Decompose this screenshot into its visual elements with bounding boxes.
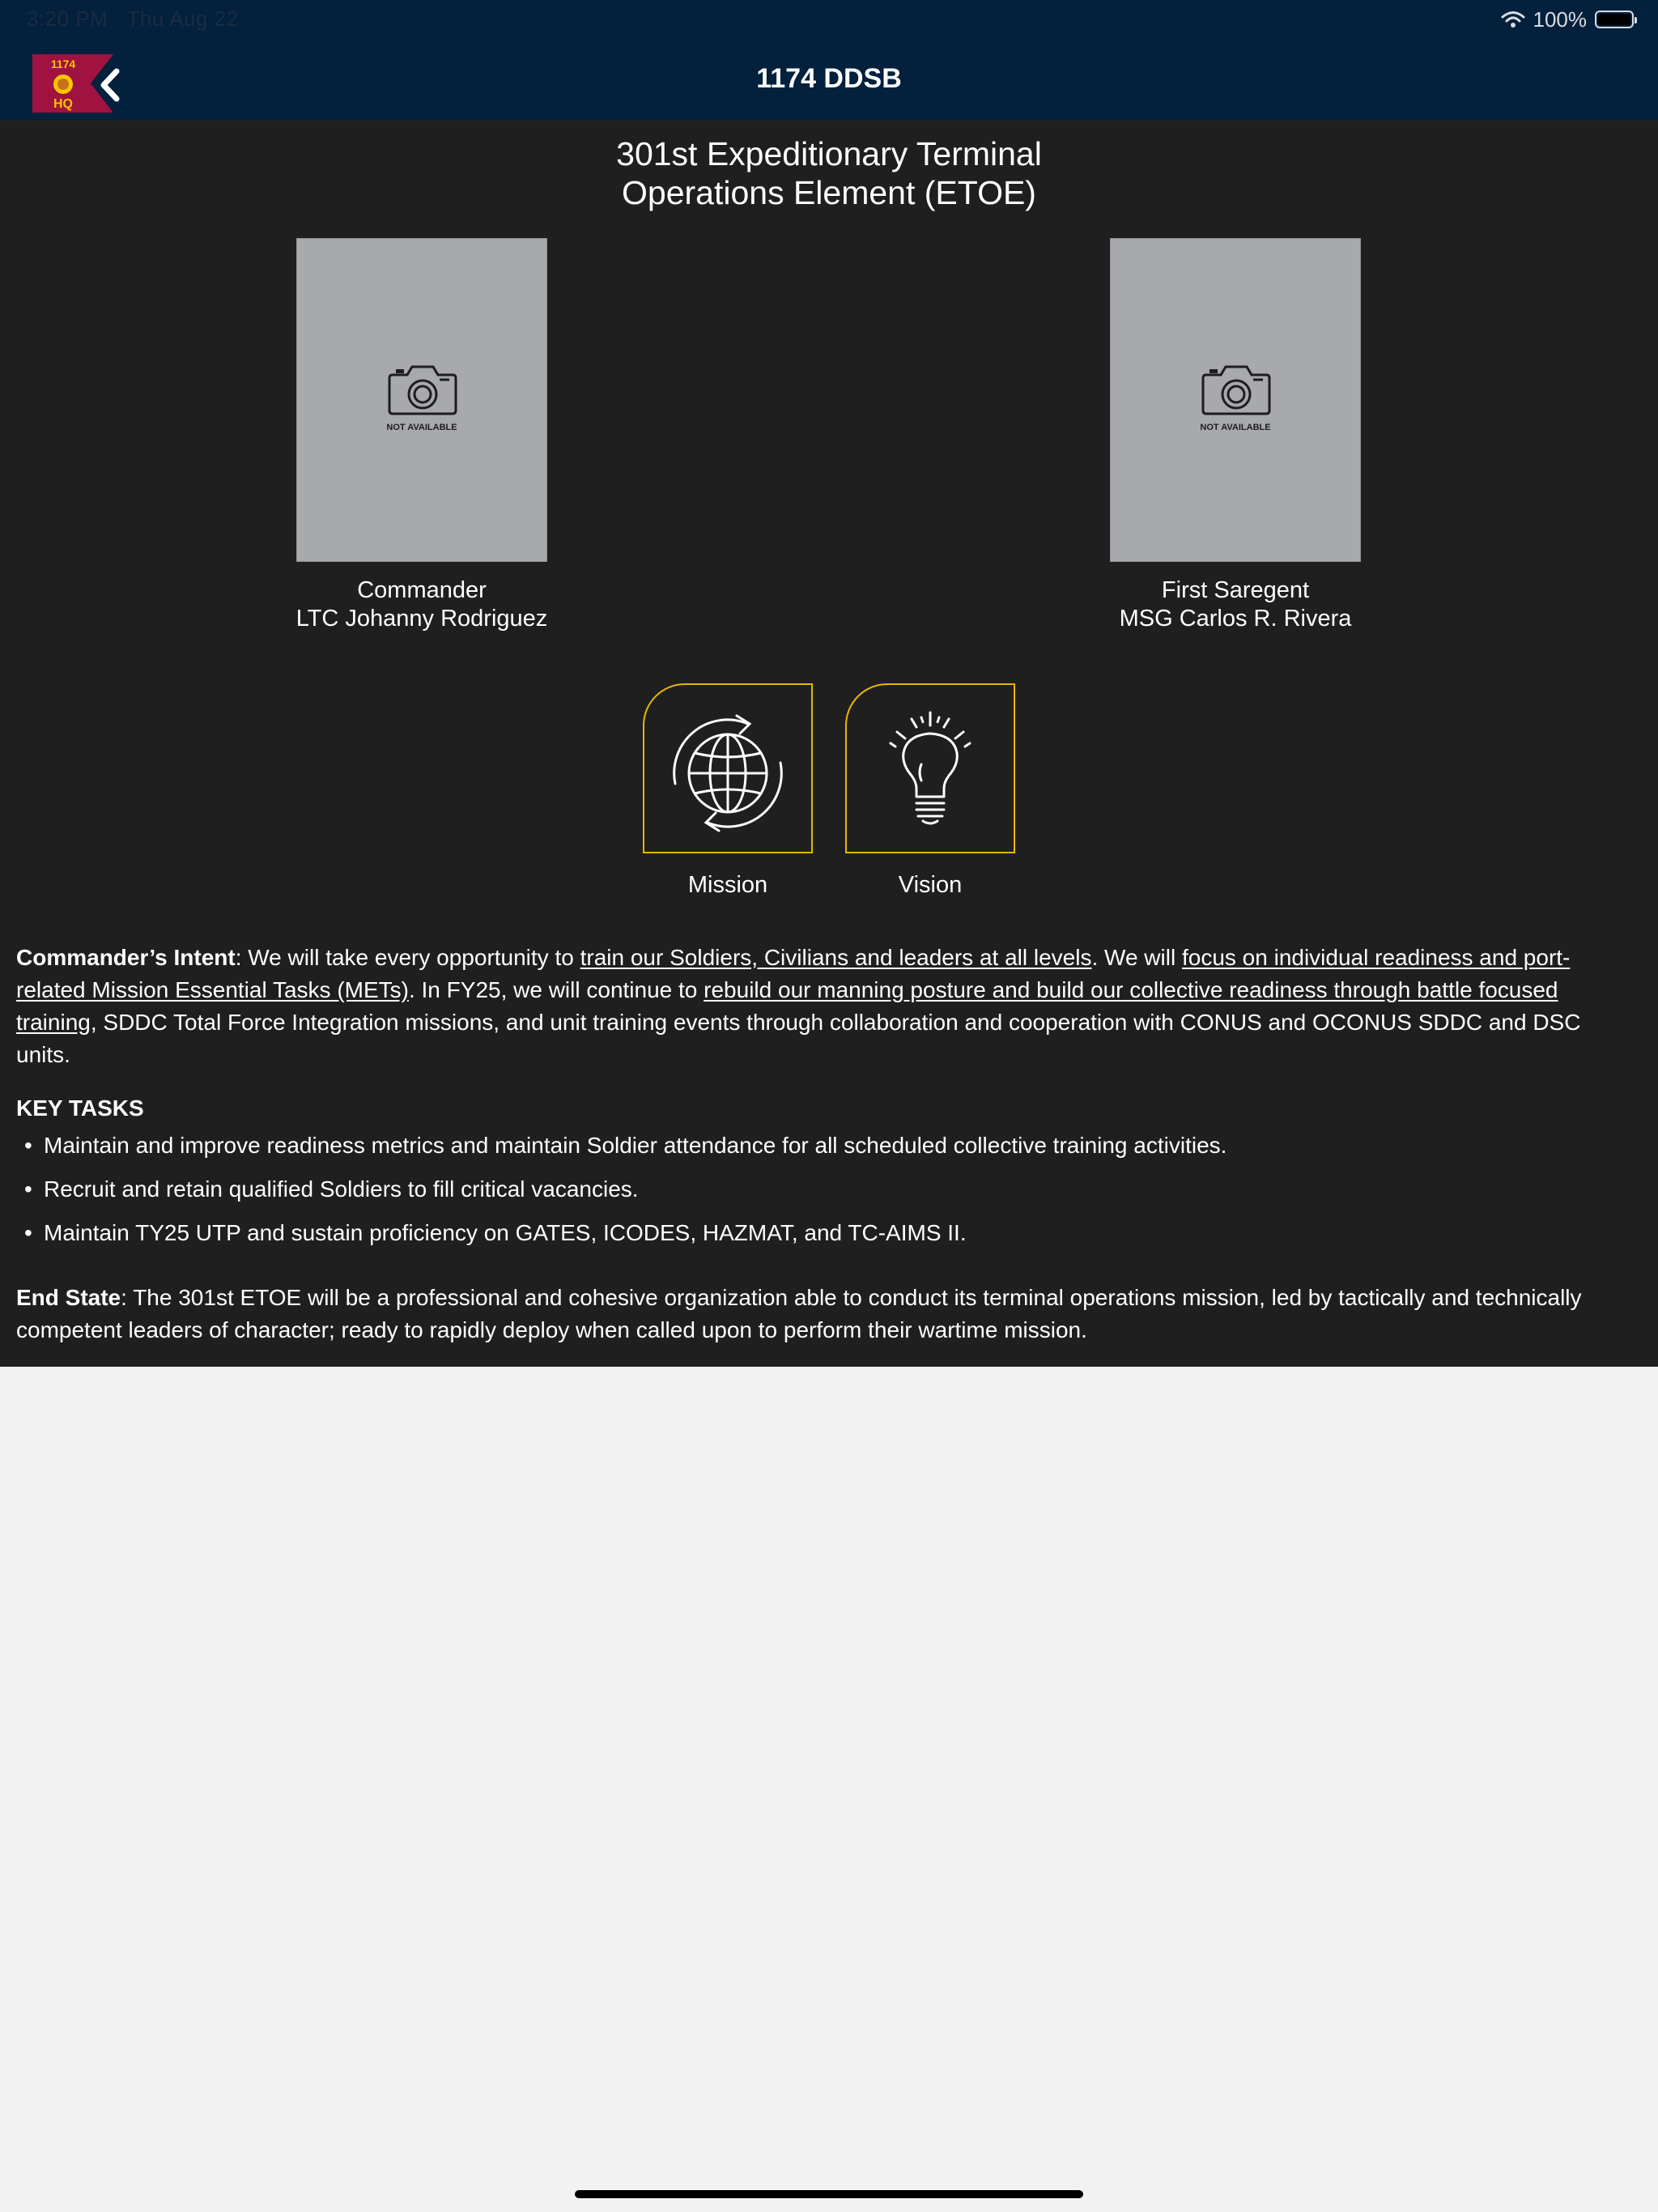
first-sergeant-caption xyxy=(1033,576,1438,633)
intent-emphasis-1: train our Soldiers, Civilians and leaders at all levels xyxy=(580,945,1092,970)
status-date: Thu Aug 22 xyxy=(126,6,239,31)
key-tasks-heading: KEY TASKS xyxy=(16,1095,144,1121)
commander-role: Commander xyxy=(357,577,487,603)
key-task-item: • Maintain TY25 UTP and sustain proficiency on GATES, ICODES, HAZMAT, and TC-AIMS II. xyxy=(16,1219,1627,1262)
nav-title: 1174 DDSB xyxy=(756,63,902,94)
vision-label: Vision xyxy=(898,872,963,898)
first-sergeant-photo[interactable] xyxy=(1110,238,1361,562)
navigation-bar xyxy=(0,0,1658,120)
commander-caption xyxy=(219,576,624,633)
camera-icon xyxy=(1200,360,1273,417)
lightbulb-icon xyxy=(847,685,1014,852)
commanders-intent xyxy=(16,942,1627,1071)
intent-text-1: : We will take every opportunity to xyxy=(235,945,580,970)
battery-icon xyxy=(1595,11,1634,28)
commander-photo[interactable] xyxy=(296,238,547,562)
guidon-label: HQ xyxy=(53,97,73,111)
unit-detail-panel xyxy=(0,120,1658,1367)
status-clock: 3:20 PM xyxy=(27,6,108,31)
battery-percent: 100% xyxy=(1533,6,1587,32)
end-state-heading: End State xyxy=(16,1285,121,1310)
photo-not-available-label: NOT AVAILABLE xyxy=(1200,423,1271,432)
unit-title-line1: 301st Expeditionary Terminal xyxy=(616,135,1042,172)
camera-icon xyxy=(386,360,459,417)
commander-name: LTC Johanny Rodriguez xyxy=(295,606,548,632)
end-state-text: : The 301st ETOE will be a professional and cohesive organization able to conduct its terminal operations mission, led by tactically and technically competent leaders of character; ready to rapidly deploy when called upon to perform their wartime mission. xyxy=(16,1285,1582,1342)
mission-button[interactable] xyxy=(643,683,813,853)
mission-label: Mission xyxy=(687,872,768,898)
photo-not-available-label: NOT AVAILABLE xyxy=(386,423,457,432)
vision-button[interactable] xyxy=(845,683,1015,853)
unit-title-line2: Operations Element (ETOE) xyxy=(622,174,1036,211)
home-indicator[interactable] xyxy=(575,2190,1083,2198)
wifi-icon xyxy=(1501,11,1525,28)
status-time xyxy=(27,6,239,32)
end-state xyxy=(16,1282,1627,1346)
guidon-number: 1174 xyxy=(50,57,76,70)
first-sergeant-name: MSG Carlos R. Rivera xyxy=(1119,606,1352,632)
intent-text-2: . We will xyxy=(1091,945,1182,970)
intent-text-3: . In FY25, we will continue to xyxy=(408,977,704,1002)
unit-title xyxy=(0,134,1658,212)
intent-heading: Commander’s Intent xyxy=(16,945,236,970)
key-task-item: • Maintain and improve readiness metrics and maintain Soldier attendance for all scheduled collective training activities. xyxy=(16,1131,1627,1175)
key-task-item: • Recruit and retain qualified Soldiers to fill critical vacancies. xyxy=(16,1175,1627,1219)
key-tasks-list xyxy=(16,1131,1627,1262)
globe-refresh-icon xyxy=(644,685,811,852)
first-sergeant-role: First Saregent xyxy=(1161,577,1310,603)
status-indicators xyxy=(1501,6,1635,32)
intent-emphasis-3: rebuild our manning posture and build our collective readiness through battle focused training xyxy=(16,977,1558,1035)
intent-text-4: , SDDC Total Force Integration missions, and unit training events through collaboration and cooperation with CONUS and OCONUS SDDC and DSC units. xyxy=(16,1010,1581,1067)
intent-emphasis-2: focus on individual readiness and port-related Mission Essential Tasks (METs) xyxy=(16,945,1571,1002)
